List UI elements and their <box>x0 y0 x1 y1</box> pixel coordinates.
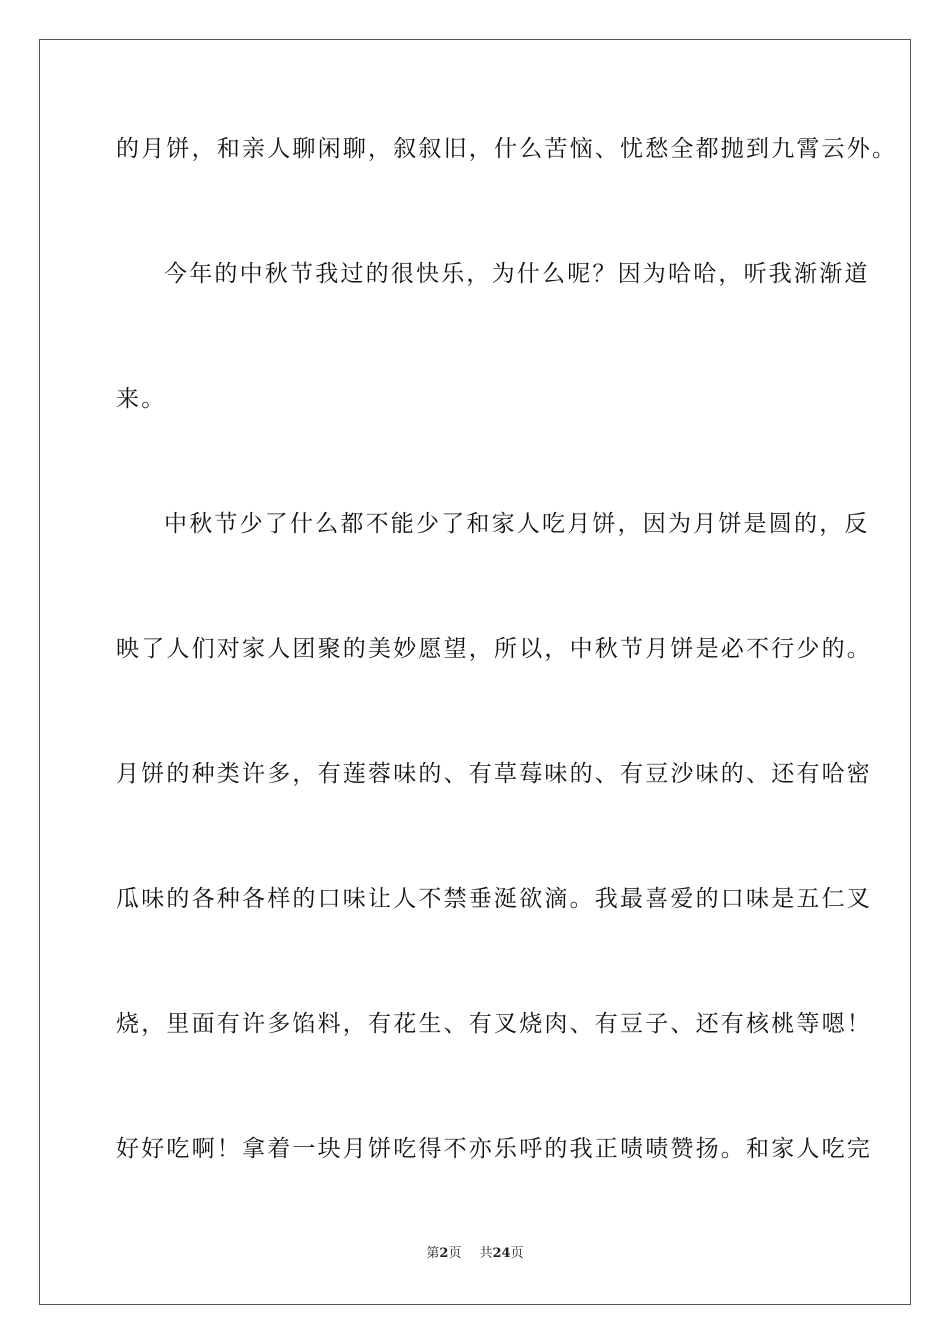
body-text-line-2: 今年的中秋节我过的很快乐，为什么呢？因为哈哈，听我渐渐道 <box>164 261 870 287</box>
page-suffix: 页 <box>448 1246 462 1261</box>
body-text-line-6: 月饼的种类许多，有莲蓉味的、有草莓味的、有豆沙味的、还有哈密 <box>116 761 872 787</box>
total-suffix: 页 <box>510 1246 524 1261</box>
page-border <box>39 39 911 1305</box>
page-number: 2 <box>439 1246 449 1261</box>
body-text-line-9: 好好吃啊！拿着一块月饼吃得不亦乐呼的我正啧啧赞扬。和家人吃完 <box>116 1136 872 1162</box>
body-text-line-1: 的月饼，和亲人聊闲聊，叙叙旧，什么苦恼、忧愁全都抛到九霄云外。 <box>116 136 898 162</box>
body-text-line-5: 映了人们对家人团聚的美妙愿望，所以，中秋节月饼是必不行少的。 <box>116 636 872 662</box>
body-text-line-4: 中秋节少了什么都不能少了和家人吃月饼，因为月饼是圆的，反 <box>164 511 870 537</box>
total-prefix: 共 <box>479 1246 493 1261</box>
body-text-line-3: 来。 <box>116 386 167 412</box>
body-text-line-7: 瓜味的各种各样的口味让人不禁垂涎欲滴。我最喜爱的口味是五仁叉 <box>116 886 872 912</box>
page-footer <box>0 1245 950 1263</box>
page-prefix: 第 <box>426 1246 440 1261</box>
body-text-line-8: 烧，里面有许多馅料，有花生、有叉烧肉、有豆子、还有核桃等嗯！ <box>116 1011 872 1037</box>
total-pages: 24 <box>492 1246 511 1261</box>
